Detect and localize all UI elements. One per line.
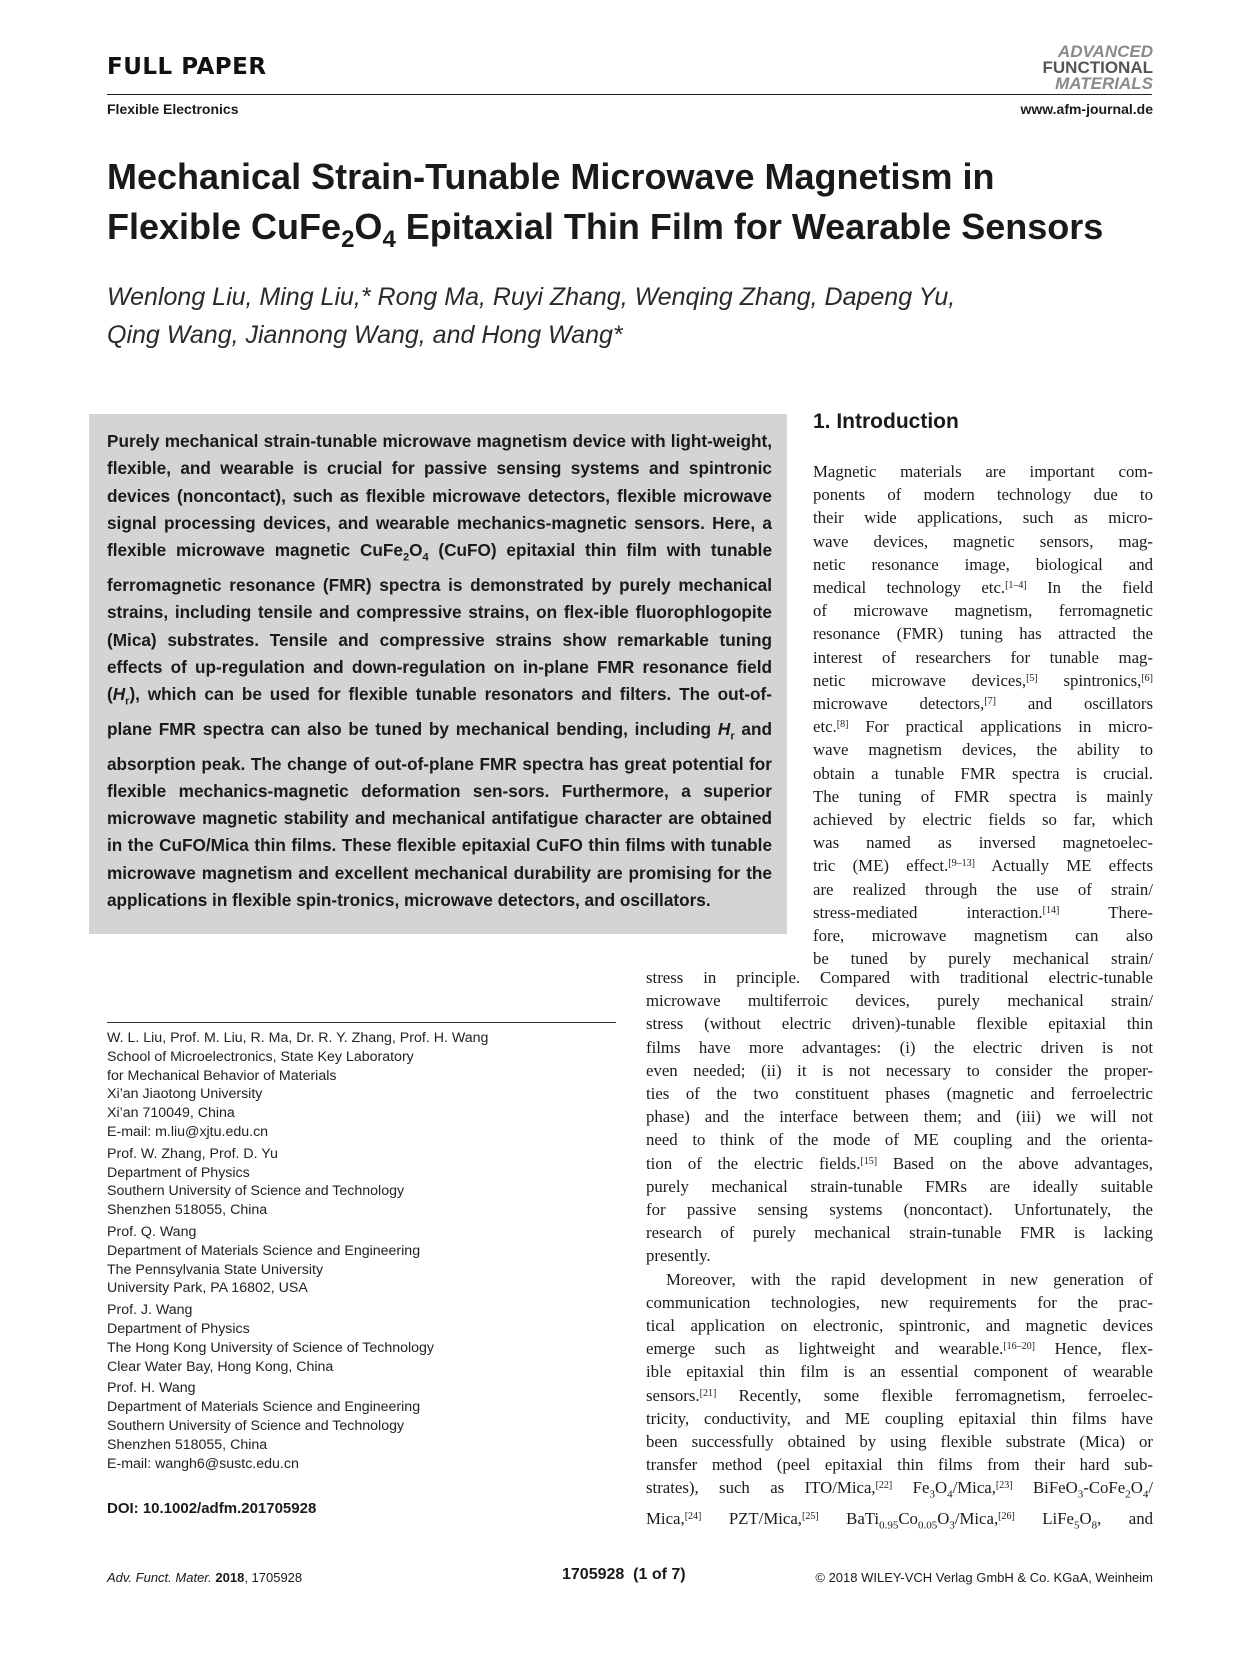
text-line: stress-mediated interaction.[14] There- <box>813 902 1153 922</box>
text-line: communication technologies, new requirements for the prac- <box>646 1292 1153 1312</box>
affiliation-line: Shenzhen 518055, China <box>107 1436 268 1453</box>
text-line: strates), such as ITO/Mica,[22] $Fe_3O_4/Mica,[23]$ $BiFeO_3-CoFe_2O_4/$ <box>646 1478 1153 1501</box>
section-heading-introduction: 1. Introduction <box>813 410 959 433</box>
text-line: netic microwave devices,[5] spintronics,[6] <box>813 670 1153 690</box>
text-line: of microwave magnetism, ferromagnetic <box>813 601 1153 621</box>
text-line: stress in principle. Compared with traditional electric-tunable <box>646 968 1153 987</box>
affiliation-block <box>107 1223 607 1298</box>
affiliation-line: Prof. W. Zhang, Prof. D. Yu <box>107 1145 278 1162</box>
text-line: obtain a tunable FMR spectra is crucial. <box>813 763 1153 783</box>
author-line: Wenlong Liu, Ming Liu,* Rong Ma, Ruyi Zhang, Wenqing Zhang, Dapeng Yu, <box>107 283 956 311</box>
affiliation-line: Xi’an 710049, China <box>107 1105 235 1122</box>
affiliation-line: Prof. J. Wang <box>107 1302 193 1319</box>
text-line: for passive sensing systems (noncontact). Unfortunately, the <box>646 1200 1153 1220</box>
citation[interactable]: [1–4] <box>1005 580 1027 592</box>
affiliation-line: Xi’an Jiaotong University <box>107 1086 263 1103</box>
page-number: 1705928 (1 of 7) <box>562 1566 686 1583</box>
text-line: wave devices, magnetic sensors, mag- <box>813 531 1153 551</box>
citation[interactable]: [24] <box>684 1511 702 1523</box>
text-line: phase) and the interface between them; and (iii) we will not <box>646 1107 1153 1127</box>
text-line: ible epitaxial thin film is an essential component of wearable <box>646 1362 1153 1382</box>
affiliation-block <box>107 1029 607 1142</box>
text-line: sensors.[21] Recently, some flexible ferromagnetism, ferroelec- <box>646 1385 1153 1405</box>
text-line: tical application on electronic, spintronic, and magnetic devices <box>646 1316 1153 1336</box>
citation[interactable]: [22] <box>875 1480 893 1492</box>
citation[interactable]: [15] <box>860 1155 878 1167</box>
text-line: was named as inversed magnetoelec- <box>813 833 1153 853</box>
affiliation-line: University Park, PA 16802, USA <box>107 1280 308 1297</box>
text-line: The tuning of FMR spectra is mainly <box>813 786 1153 806</box>
doi[interactable]: DOI: 10.1002/adfm.201705928 <box>107 1500 317 1517</box>
citation[interactable]: [8] <box>836 719 849 731</box>
text-line: emerge such as lightweight and wearable.[16–20] Hence, flex- <box>646 1339 1153 1359</box>
text-line: Mica,[24] PZT/Mica,[25] $BaTi_{0.95}Co_{0.05}O_3/Mica,[26]$ $LiFe_5O_8$, and <box>646 1509 1153 1532</box>
affiliation-line: for Mechanical Behavior of Materials <box>107 1067 337 1084</box>
journal-url[interactable]: www.afm-journal.de <box>1020 101 1153 117</box>
affiliation-line: Southern University of Science and Technology <box>107 1183 405 1200</box>
affiliation-line: The Hong Kong University of Science of Technology <box>107 1339 435 1356</box>
intro-column-wide <box>646 966 1153 1538</box>
affiliations <box>107 1029 607 1476</box>
citation[interactable]: [21] <box>699 1387 717 1399</box>
affiliation-line: Shenzhen 518055, China <box>107 1202 268 1219</box>
text-line: tricity, conductivity, and ME coupling epitaxial thin films have <box>646 1408 1153 1428</box>
title-line: Mechanical Strain-Tunable Microwave Magnetism in <box>107 156 995 197</box>
text-line: wave magnetism devices, the ability to <box>813 740 1153 760</box>
text-line: purely mechanical strain-tunable FMRs are ideally suitable <box>646 1176 1153 1196</box>
text-line: presently. <box>646 1246 711 1266</box>
title-line: Flexible $CuFe_2O_4$ Epitaxial Thin Film for Wearable Sensors <box>107 206 1104 254</box>
journal-logo <box>1028 44 1153 92</box>
intro-column-narrow <box>813 460 1153 970</box>
citation[interactable]: [5] <box>1026 672 1038 684</box>
author-list <box>107 278 1107 354</box>
text-line: Magnetic materials are important com- <box>813 462 1153 481</box>
email-link[interactable]: E-mail: m.liu@xjtu.edu.cn <box>107 1123 269 1140</box>
citation[interactable]: [16–20] <box>1003 1341 1036 1353</box>
copyright: © 2018 WILEY-VCH Verlag GmbH & Co. KGaA, Weinheim <box>815 1570 1153 1585</box>
text-line: transfer method (peel epitaxial thin films from their hard sub- <box>646 1455 1153 1475</box>
text-line: been successfully obtained by using flexible substrate (Mica) or <box>646 1432 1153 1452</box>
text-line: need to think of the mode of ME coupling and the orienta- <box>646 1130 1153 1150</box>
affiliation-line: School of Microelectronics, State Key Laboratory <box>107 1048 414 1065</box>
text-line: Moreover, with the rapid development in new generation of <box>666 1269 1153 1289</box>
logo-line: MATERIALS <box>1055 74 1153 93</box>
citation[interactable]: [14] <box>1042 904 1060 916</box>
text-line: netic resonance image, biological and <box>813 554 1153 574</box>
affiliation-line: Department of Materials Science and Engineering <box>107 1242 421 1259</box>
logo-line: FUNCTIONAL <box>1042 58 1153 77</box>
text-line: ties of the two constituent phases (magnetic and ferroelectric <box>646 1084 1153 1104</box>
text-line: medical technology etc.[1–4] In the field <box>813 578 1153 598</box>
affiliation-line: Department of Physics <box>107 1320 250 1337</box>
running-header-label: FULL PAPER <box>107 54 267 80</box>
text-line: microwave multiferroic devices, purely mechanical strain/ <box>646 991 1153 1011</box>
text-line: even needed; (ii) it is not necessary to consider the proper- <box>646 1060 1153 1080</box>
text-line: resonance (FMR) tuning has attracted the <box>813 624 1153 644</box>
affiliation-line: Prof. Q. Wang <box>107 1223 197 1240</box>
affiliation-line: The Pennsylvania State University <box>107 1261 324 1278</box>
citation[interactable]: [7] <box>984 696 996 708</box>
citation[interactable]: [25] <box>802 1511 819 1523</box>
text-line: microwave detectors,[7] and oscillators <box>813 694 1153 714</box>
text-line: research of purely mechanical strain-tunable FMR is lacking <box>646 1223 1153 1243</box>
header-rule <box>107 94 1152 95</box>
affiliation-line: Prof. H. Wang <box>107 1380 196 1397</box>
affiliation-block <box>107 1379 607 1473</box>
affiliation-block <box>107 1301 607 1376</box>
affiliation-line: Department of Materials Science and Engineering <box>107 1399 421 1416</box>
affiliation-rule <box>107 1022 616 1023</box>
affiliation-block <box>107 1145 607 1220</box>
affiliation-line: Southern University of Science and Technology <box>107 1417 405 1434</box>
footer-citation: Adv. Funct. Mater. 2018, 1705928 <box>107 1570 303 1585</box>
text-line: achieved by electric fields so far, which <box>813 810 1153 830</box>
affiliation-line: Department of Physics <box>107 1164 250 1181</box>
email-link[interactable]: E-mail: wangh6@sustc.edu.cn <box>107 1455 299 1472</box>
logo-line: ADVANCED <box>1057 42 1153 61</box>
text-line: etc.[8] For practical applications in micro- <box>813 717 1153 737</box>
text-line: interest of researchers for tunable mag- <box>813 647 1153 667</box>
text-line: ponents of modern technology due to <box>813 485 1153 505</box>
citation[interactable]: [26] <box>998 1511 1015 1523</box>
text-line: tion of the electric fields.[15] Based on the above advantages, <box>646 1153 1153 1173</box>
citation[interactable]: [23] <box>995 1480 1013 1492</box>
affiliation-line: Clear Water Bay, Hong Kong, China <box>107 1358 334 1375</box>
section-label: Flexible Electronics <box>107 101 239 117</box>
text-line: stress (without electric driven)-tunable flexible epitaxial thin <box>646 1014 1153 1034</box>
citation[interactable]: [6] <box>1141 672 1153 684</box>
text-line: fore, microwave magnetism can also <box>813 926 1153 946</box>
text-line: tric (ME) effect.[9–13] Actually ME effects <box>813 856 1153 876</box>
text-line: are realized through the use of strain/ <box>813 879 1153 899</box>
affiliation-line: W. L. Liu, Prof. M. Liu, R. Ma, Dr. R. Y. Zhang, Prof. H. Wang <box>107 1030 489 1046</box>
paper-title <box>107 152 1167 265</box>
author-line: Qing Wang, Jiannong Wang, and Hong Wang* <box>107 321 623 349</box>
text-line: films have more advantages: (i) the electric driven is not <box>646 1037 1153 1057</box>
text-line: their wide applications, such as micro- <box>813 508 1153 528</box>
citation[interactable]: [9–13] <box>948 858 975 870</box>
text-line: be tuned by purely mechanical strain/ <box>813 949 1153 969</box>
abstract: Purely mechanical strain-tunable microwave magnetism device with light-weight, flexible, and wearable is crucial for passive sensing systems and spintronic devices (noncontact), such as flexible microwave detectors, flexible microwave signal processing devices, and wearable mechanics-magnetic sensors. Here, a flexible microwave magnetic $CuFe_2O_4$ (CuFO) epitaxial thin film with tunable ferromagnetic resonance (FMR) spectra is demonstrated by purely mechanical strains, including tensile and compressive strains, on flex-ible fluorophlogopite (Mica) substrates. Tensile and compressive strains show remarkable tuning effects of up-regulation and down-regulation on in-plane FMR resonance field $(H_r)$, which can be used for flexible tunable resonators and filters. The out-of-plane FMR spectra can also be tuned by mechanical bending, including $H_r$ and absorption peak. The change of out-of-plane FMR spectra has great potential for flexible mechanics-magnetic deformation sen-sors. Furthermore, a superior microwave magnetic stability and mechanical antifatigue character are obtained in the CuFO/Mica thin films. These flexible epitaxial CuFO thin films with tunable microwave magnetism and excellent mechanical durability are promising for the applications in flexible spin-tronics, microwave detectors, and oscillators. <box>107 431 773 911</box>
